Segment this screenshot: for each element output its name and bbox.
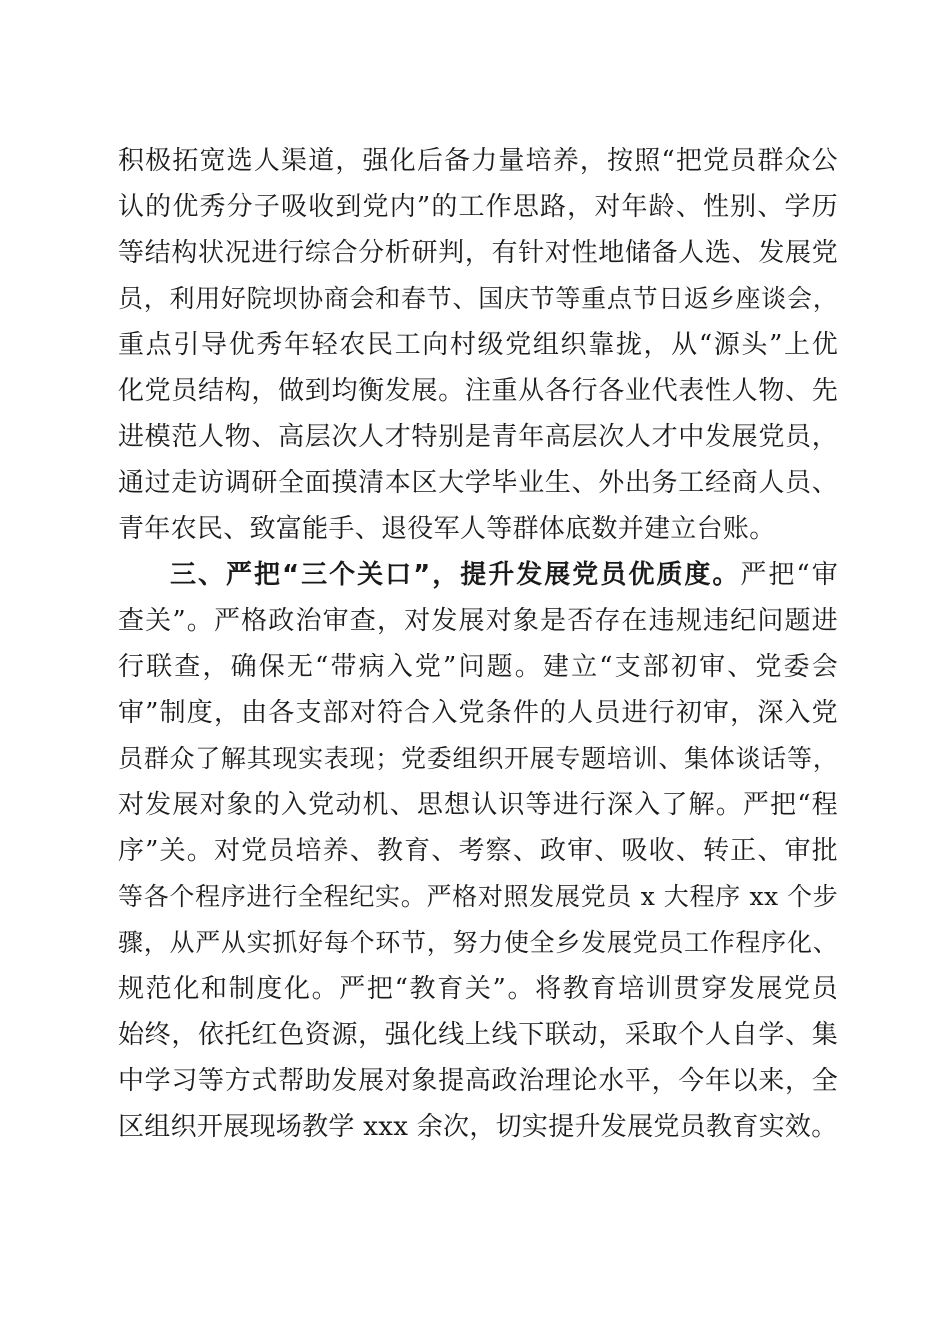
text-line: 通过走访调研全面摸清本区大学毕业生、外出务工经商人员、: [118, 468, 838, 498]
section-first-line-rest: 严把“审: [740, 560, 838, 590]
text-line: 始终，依托红色资源，强化线上线下联动，采取个人自学、集: [118, 1020, 838, 1050]
text-line: 行联查，确保无“带病入党”问题。建立“支部初审、党委会: [118, 652, 838, 682]
text-line: 青年农民、致富能手、退役军人等群体底数并建立台账。: [118, 514, 776, 544]
text-line: 认的优秀分子吸收到党内”的工作思路，对年龄、性别、学历: [118, 192, 838, 222]
section-first-line: [170, 552, 838, 598]
text-line: 序”关。对党员培养、教育、考察、政审、吸收、转正、审批: [118, 836, 838, 866]
text-line: 区组织开展现场教学 xxx 余次，切实提升发展党员教育实效。: [118, 1112, 838, 1142]
text-line: 审”制度，由各支部对符合入党条件的人员进行初审，深入党: [118, 698, 838, 728]
text-line: 规范化和制度化。严把“教育关”。将教育培训贯穿发展党员: [118, 974, 838, 1004]
text-line: 重点引导优秀年轻农民工向村级党组织靠拢，从“源头”上优: [118, 330, 838, 360]
text-line: 中学习等方式帮助发展对象提高政治理论水平，今年以来，全: [118, 1066, 838, 1096]
text-line: 查关”。严格政治审查，对发展对象是否存在违规违纪问题进: [118, 606, 838, 636]
text-line: 员，利用好院坝协商会和春节、国庆节等重点节日返乡座谈会，: [118, 284, 838, 313]
text-line: 对发展对象的入党动机、思想认识等进行深入了解。严把“程: [118, 790, 838, 820]
text-line: 骤，从严从实抓好每个环节，努力使全乡发展党员工作程序化、: [118, 928, 838, 957]
text-line: 积极拓宽选人渠道，强化后备力量培养，按照“把党员群众公: [118, 146, 838, 176]
text-line: 进模范人物、高层次人才特别是青年高层次人才中发展党员，: [118, 422, 838, 452]
text-line: 化党员结构，做到均衡发展。注重从各行各业代表性人物、先: [118, 376, 838, 406]
text-line: 等结构状况进行综合分析研判，有针对性地储备人选、发展党: [118, 238, 838, 268]
section-heading: 三、严把“三个关口”，提升发展党员优质度。: [170, 560, 741, 590]
text-line: 等各个程序进行全程纪实。严格对照发展党员 x 大程序 xx 个步: [118, 882, 838, 911]
text-line: 员群众了解其现实表现；党委组织开展专题培训、集体谈话等，: [118, 744, 838, 773]
